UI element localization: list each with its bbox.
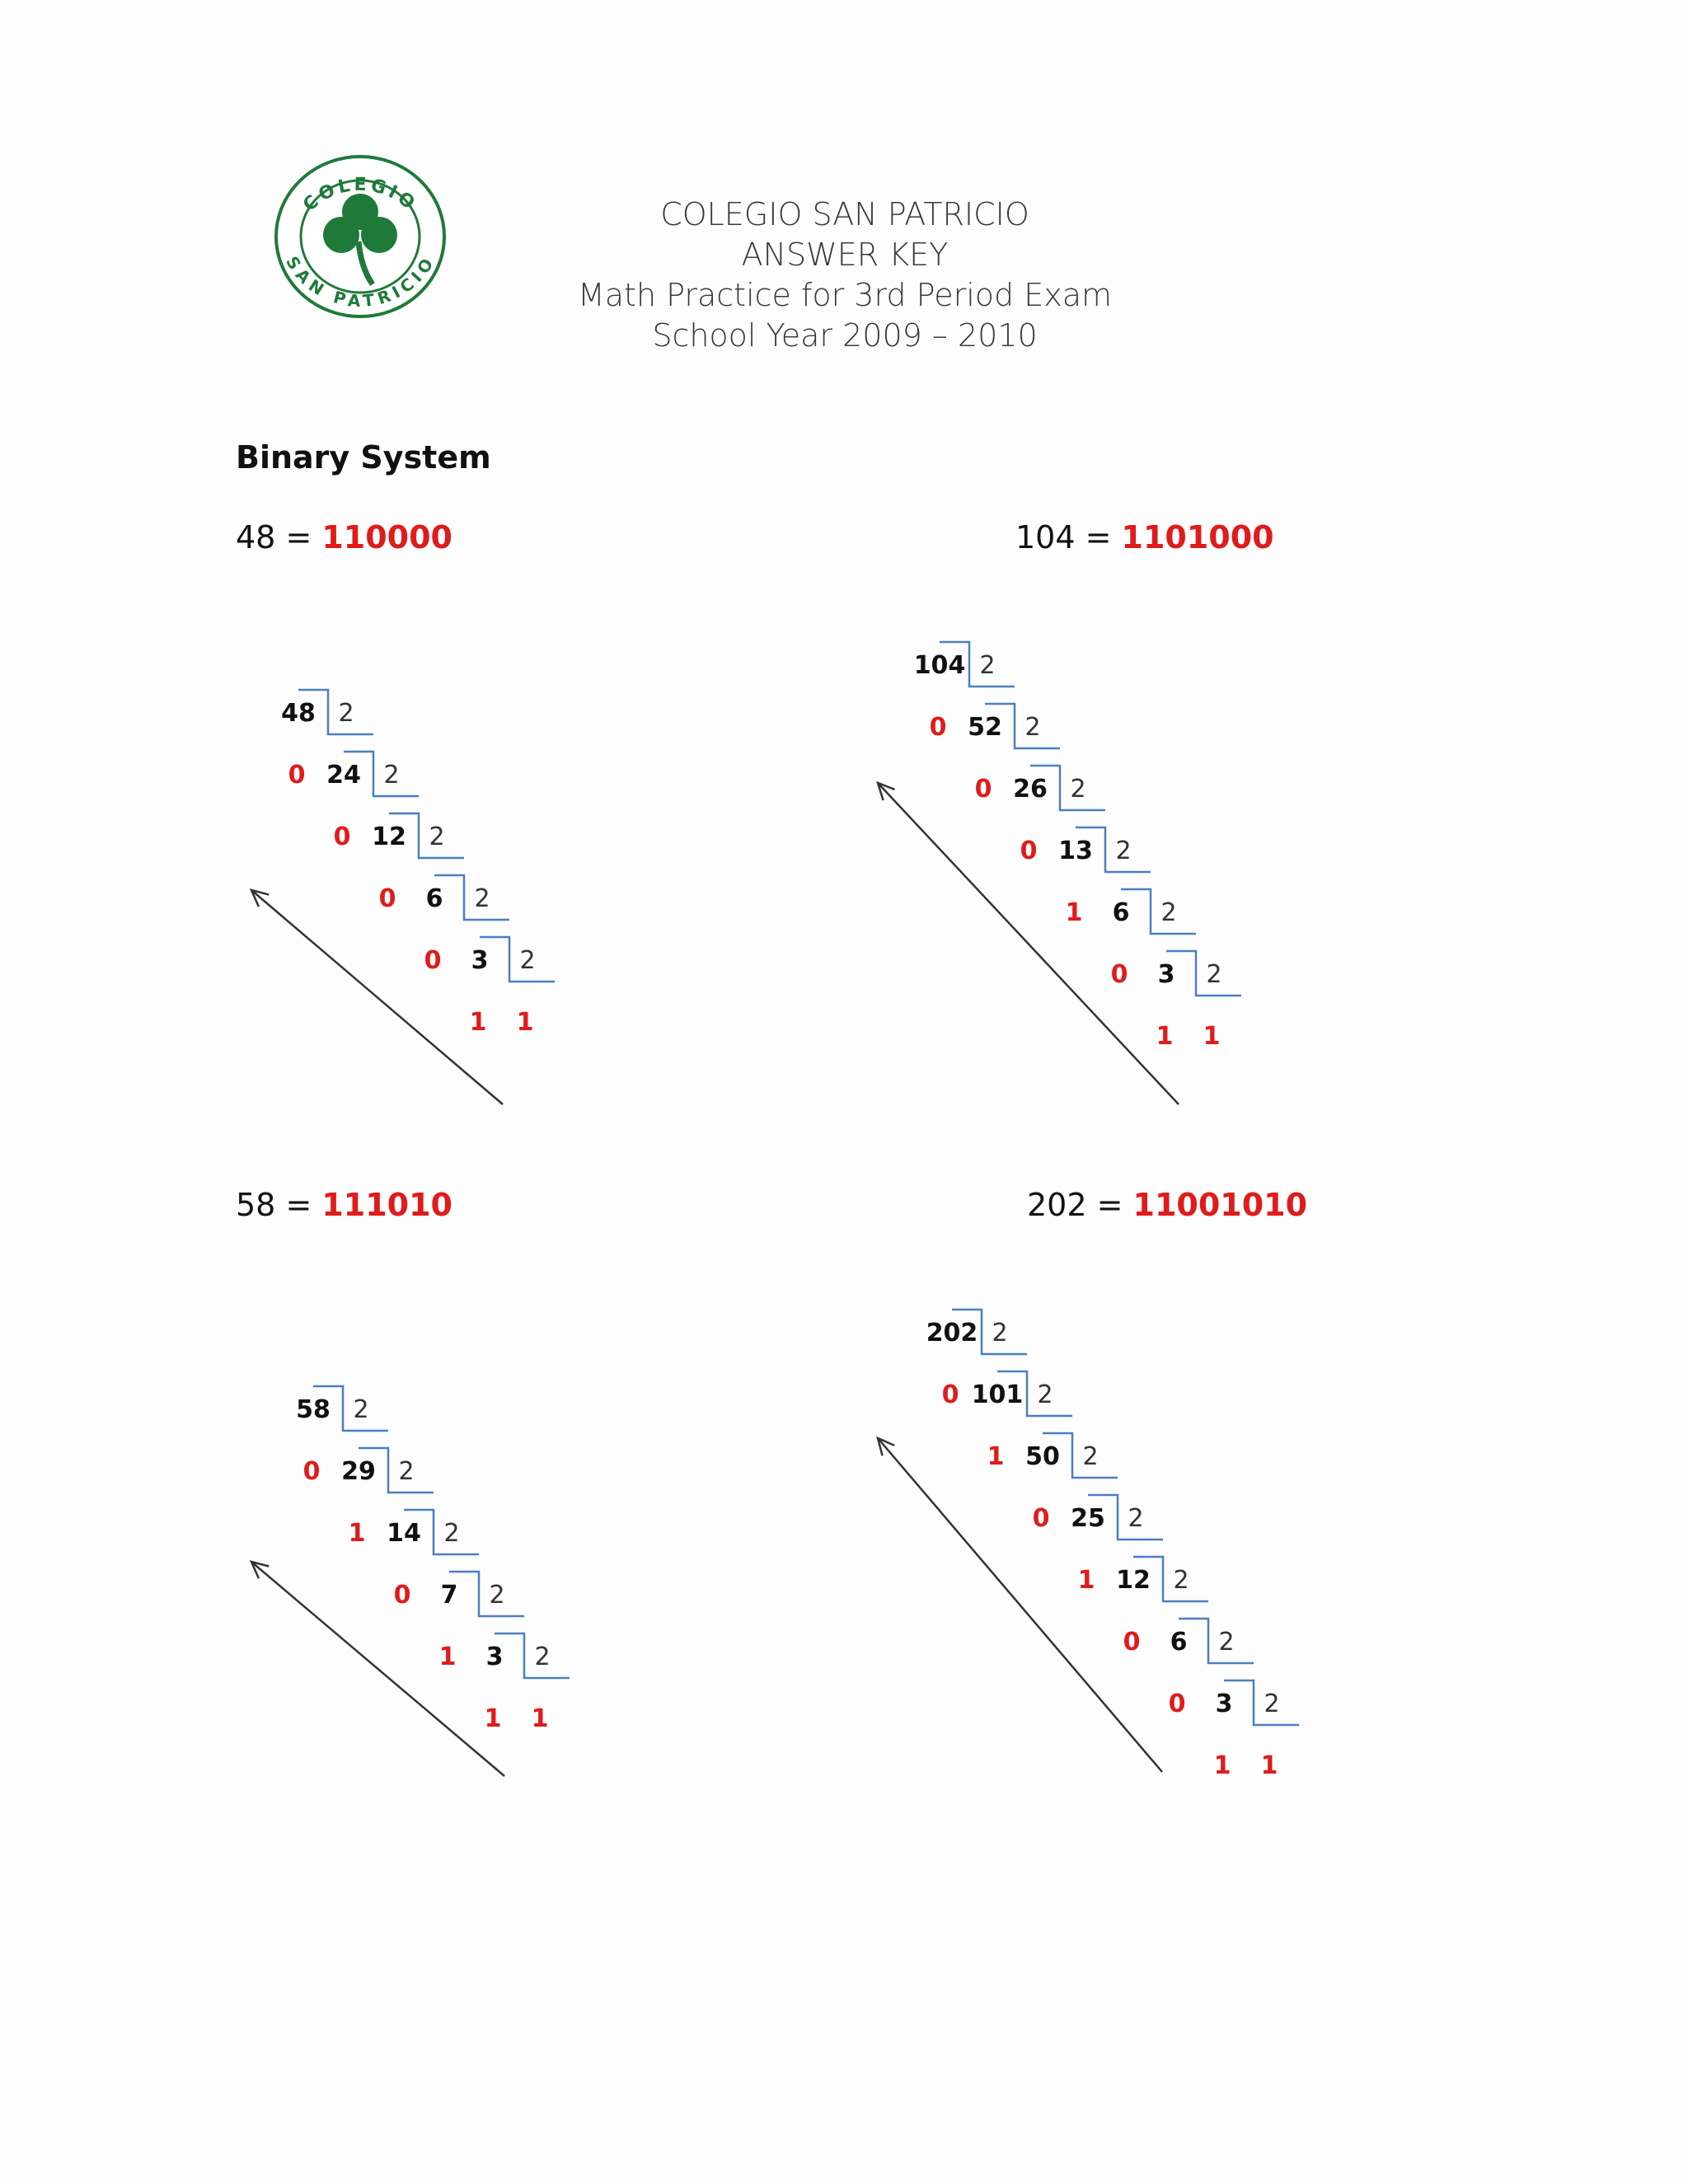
divisor: 2 xyxy=(1128,1504,1144,1533)
quotient: 3 xyxy=(1157,960,1175,989)
quotient: 3 xyxy=(485,1643,504,1671)
divisor: 2 xyxy=(1025,713,1041,742)
equation-answer: 1101000 xyxy=(1121,519,1274,555)
section-title: Binary System xyxy=(236,439,491,476)
divisor: 2 xyxy=(1082,1442,1099,1471)
equation-answer: 111010 xyxy=(321,1187,453,1223)
equation-number: 202 xyxy=(1027,1187,1087,1223)
divisor: 2 xyxy=(1070,775,1086,804)
division-diagram-202 xyxy=(865,1306,1360,1834)
divisor: 2 xyxy=(474,884,490,913)
remainder: 0 xyxy=(974,775,992,804)
school-logo xyxy=(272,152,449,321)
quotient: 29 xyxy=(341,1457,376,1486)
divisor: 2 xyxy=(1218,1628,1235,1657)
quotient: 6 xyxy=(1112,898,1130,927)
quotient: 48 xyxy=(281,699,316,728)
school-year: School Year 2009 – 2010 xyxy=(652,317,1038,354)
divisor: 2 xyxy=(992,1319,1008,1347)
quotient: 7 xyxy=(440,1581,458,1610)
remainder: 0 xyxy=(1168,1690,1186,1718)
divisor: 2 xyxy=(1206,960,1222,989)
reading-arrow xyxy=(251,1562,504,1776)
remainder: 1 xyxy=(348,1519,366,1548)
equation-answer: 110000 xyxy=(321,519,453,555)
divisor: 2 xyxy=(489,1581,505,1610)
divisor: 2 xyxy=(353,1395,369,1424)
quotient: 101 xyxy=(971,1380,1024,1409)
remainder: 0 xyxy=(378,884,396,913)
division-diagram-104 xyxy=(865,639,1311,1117)
final-quotient: 1 xyxy=(531,1704,549,1733)
equation-1: 48 = 110000 xyxy=(236,519,453,555)
quotient: 26 xyxy=(1013,775,1048,804)
remainder: 0 xyxy=(288,761,306,790)
quotient: 14 xyxy=(387,1519,421,1548)
division-bracket xyxy=(449,1572,524,1616)
division-diagram-58 xyxy=(239,1372,585,1817)
division-diagram-48 xyxy=(239,672,585,1117)
division-bracket xyxy=(434,875,509,920)
divisor: 2 xyxy=(443,1519,460,1548)
quotient: 25 xyxy=(1071,1504,1105,1533)
equation-number: 104 xyxy=(1015,519,1076,555)
remainder: 1 xyxy=(438,1643,457,1671)
quotient: 12 xyxy=(372,823,406,851)
quotient: 3 xyxy=(1215,1690,1233,1718)
quotient: 52 xyxy=(968,713,1002,742)
remainder: 1 xyxy=(1213,1751,1231,1780)
document-subject: Math Practice for 3rd Period Exam xyxy=(577,277,1113,313)
remainder: 0 xyxy=(929,713,947,742)
equation-answer: 11001010 xyxy=(1132,1187,1308,1223)
equation-number: 48 xyxy=(236,519,276,555)
final-quotient: 1 xyxy=(1260,1751,1278,1780)
quotient: 58 xyxy=(296,1395,331,1424)
divisor: 2 xyxy=(534,1643,551,1671)
equation-4: 202 = 11001010 xyxy=(1027,1187,1308,1223)
school-name: COLEGIO SAN PATRICIO xyxy=(660,196,1029,232)
remainder: 1 xyxy=(1156,1022,1174,1051)
quotient: 202 xyxy=(926,1319,978,1347)
final-quotient: 1 xyxy=(1203,1022,1221,1051)
reading-arrow xyxy=(878,783,1179,1104)
remainder: 0 xyxy=(333,823,351,851)
remainder: 1 xyxy=(1077,1566,1095,1595)
logo-bottom-text: SAN PATRICIO xyxy=(282,252,438,312)
divisor: 2 xyxy=(1115,837,1132,865)
logo-top-text: COLEGIO xyxy=(299,174,421,216)
equation-2: 104 = 1101000 xyxy=(1015,519,1274,555)
remainder: 0 xyxy=(424,946,442,975)
remainder: 0 xyxy=(941,1380,959,1409)
quotient: 24 xyxy=(326,761,361,790)
equation-number: 58 xyxy=(236,1187,276,1223)
reading-arrow xyxy=(878,1438,1162,1772)
quotient: 3 xyxy=(471,946,489,975)
quotient: 12 xyxy=(1116,1566,1151,1595)
remainder: 0 xyxy=(393,1581,411,1610)
divisor: 2 xyxy=(1173,1566,1189,1595)
remainder: 0 xyxy=(1110,960,1128,989)
remainder: 0 xyxy=(302,1457,321,1486)
remainder: 0 xyxy=(1123,1628,1141,1657)
reading-arrow xyxy=(251,890,503,1104)
divisor: 2 xyxy=(1037,1380,1053,1409)
divisor: 2 xyxy=(979,651,996,680)
divisor: 2 xyxy=(1160,898,1177,927)
division-bracket xyxy=(1121,889,1196,934)
division-bracket xyxy=(1179,1619,1254,1663)
quotient: 13 xyxy=(1058,837,1093,865)
quotient: 6 xyxy=(1170,1628,1188,1657)
divisor: 2 xyxy=(1264,1690,1280,1718)
final-quotient: 1 xyxy=(516,1008,534,1037)
division-bracket xyxy=(1166,951,1241,996)
equation-3: 58 = 111010 xyxy=(236,1187,453,1223)
division-bracket xyxy=(1224,1680,1299,1725)
remainder: 0 xyxy=(1032,1504,1050,1533)
divisor: 2 xyxy=(519,946,536,975)
document-header xyxy=(511,194,1179,356)
document-type: ANSWER KEY xyxy=(741,237,949,273)
divisor: 2 xyxy=(398,1457,415,1486)
remainder: 1 xyxy=(484,1704,502,1733)
divisor: 2 xyxy=(429,823,445,851)
remainder: 1 xyxy=(1065,898,1083,927)
quotient: 104 xyxy=(913,651,966,680)
remainder: 1 xyxy=(469,1008,487,1037)
quotient: 50 xyxy=(1025,1442,1060,1471)
remainder: 0 xyxy=(1020,837,1038,865)
division-bracket xyxy=(480,937,555,982)
division-bracket xyxy=(495,1633,570,1678)
divisor: 2 xyxy=(338,699,354,728)
divisor: 2 xyxy=(383,761,400,790)
remainder: 1 xyxy=(987,1442,1005,1471)
quotient: 6 xyxy=(425,884,443,913)
